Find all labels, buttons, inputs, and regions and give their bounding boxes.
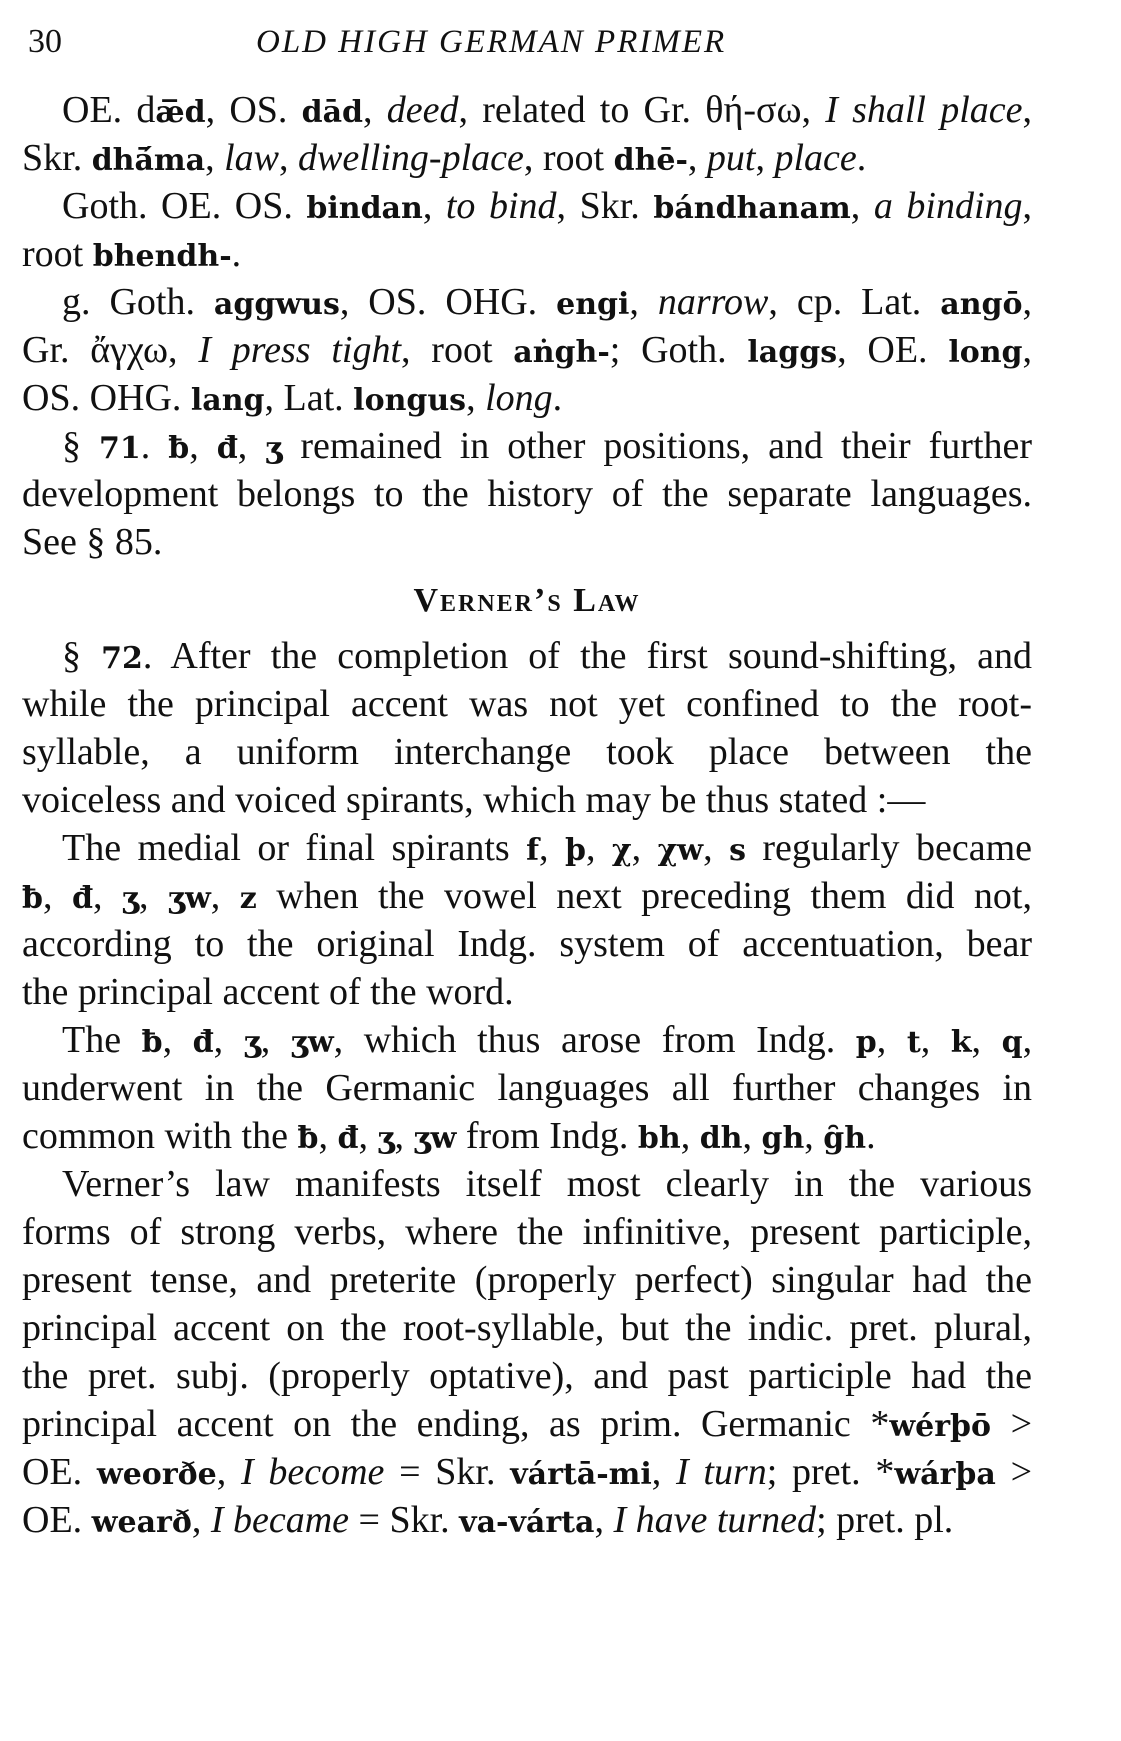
text-line: the principal accent of the word. xyxy=(22,971,514,1013)
text-line: present tense, and preterite (properly perfect) singular had the xyxy=(22,1259,1032,1301)
section-heading: Verner’s Law xyxy=(413,582,641,619)
paragraph xyxy=(22,278,1032,422)
paragraph xyxy=(22,824,1032,1016)
text-line: common with the ƀ, đ, ʒ, ʒw from Indg. bh, dh, gh, g̑h. xyxy=(22,1115,876,1157)
text-line: § 72. After the completion of the first sound-shifting, and xyxy=(62,635,1032,677)
text-line: syllable, a uniform interchange took place between the xyxy=(22,731,1032,773)
text-block-before-heading xyxy=(22,86,1032,566)
text-line: principal accent on the ending, as prim. Germanic *wérþō > xyxy=(22,1403,1032,1445)
text-line: Gr. ἄγχω, I press tight, root aṅgh-; Goth. laggs, OE. long, xyxy=(22,329,1033,371)
text-line: See § 85. xyxy=(22,521,163,563)
text-line: Verner’s law manifests itself most clearly in the various xyxy=(62,1163,1032,1205)
paragraph xyxy=(22,1016,1032,1160)
text-line: underwent in the Germanic languages all further changes in xyxy=(22,1067,1032,1109)
text-line: The medial or final spirants f, þ, χ, χw, s regularly became xyxy=(62,827,1033,869)
text-line: root bhendh-. xyxy=(22,233,242,275)
text-block-after-heading xyxy=(22,632,1032,1544)
text-line: Goth. OE. OS. bindan, to bind, Skr. bándhanam, a binding, xyxy=(62,185,1033,227)
text-line: OE. wearð, I became = Skr. va-várta, I have turned; pret. pl. xyxy=(22,1499,954,1541)
running-title: OLD HIGH GERMAN PRIMER xyxy=(256,24,727,60)
text-line: while the principal accent was not yet confined to the root- xyxy=(22,683,1032,725)
paragraph xyxy=(22,422,1032,566)
text-line: voiceless and voiced spirants, which may be thus stated :— xyxy=(22,779,926,821)
text-line: § 71. ƀ, đ, ʒ remained in other positions, and their further xyxy=(62,425,1033,467)
text-line: OE. dæ̅d, OS. dād, deed, related to Gr. θή-σω, I shall place, xyxy=(62,89,1032,131)
page-number: 30 xyxy=(28,23,62,60)
paragraph xyxy=(22,632,1032,824)
text-line: according to the original Indg. system of accentuation, bear xyxy=(22,923,1032,965)
text-line: g. Goth. aggwus, OS. OHG. engi, narrow, cp. Lat. angō, xyxy=(62,281,1033,323)
text-line: the pret. subj. (properly optative), and past participle had the xyxy=(22,1355,1032,1397)
text-line: The ƀ, đ, ʒ, ʒw, which thus arose from Indg. p, t, k, q, xyxy=(62,1019,1033,1061)
text-line: principal accent on the root-syllable, but the indic. pret. plural, xyxy=(22,1307,1032,1349)
paragraph xyxy=(22,86,1032,182)
page-body xyxy=(22,86,1032,1544)
paragraph xyxy=(22,1160,1032,1544)
text-line: OE. weorðe, I become = Skr. vártā-mi, I turn; pret. *wárþa > xyxy=(22,1451,1033,1493)
text-line: forms of strong verbs, where the infinitive, present participle, xyxy=(22,1211,1032,1253)
text-line: Skr. dhā́ma, law, dwelling-place, root dhē-, put, place. xyxy=(22,137,867,179)
text-line: development belongs to the history of the separate languages. xyxy=(22,473,1032,515)
text-line: ƀ, đ, ʒ, ʒw, z when the vowel next preceding them did not, xyxy=(22,875,1032,917)
text-line: OS. OHG. lang, Lat. longus, long. xyxy=(22,377,563,419)
page-header xyxy=(28,18,1081,68)
paragraph xyxy=(22,182,1032,278)
